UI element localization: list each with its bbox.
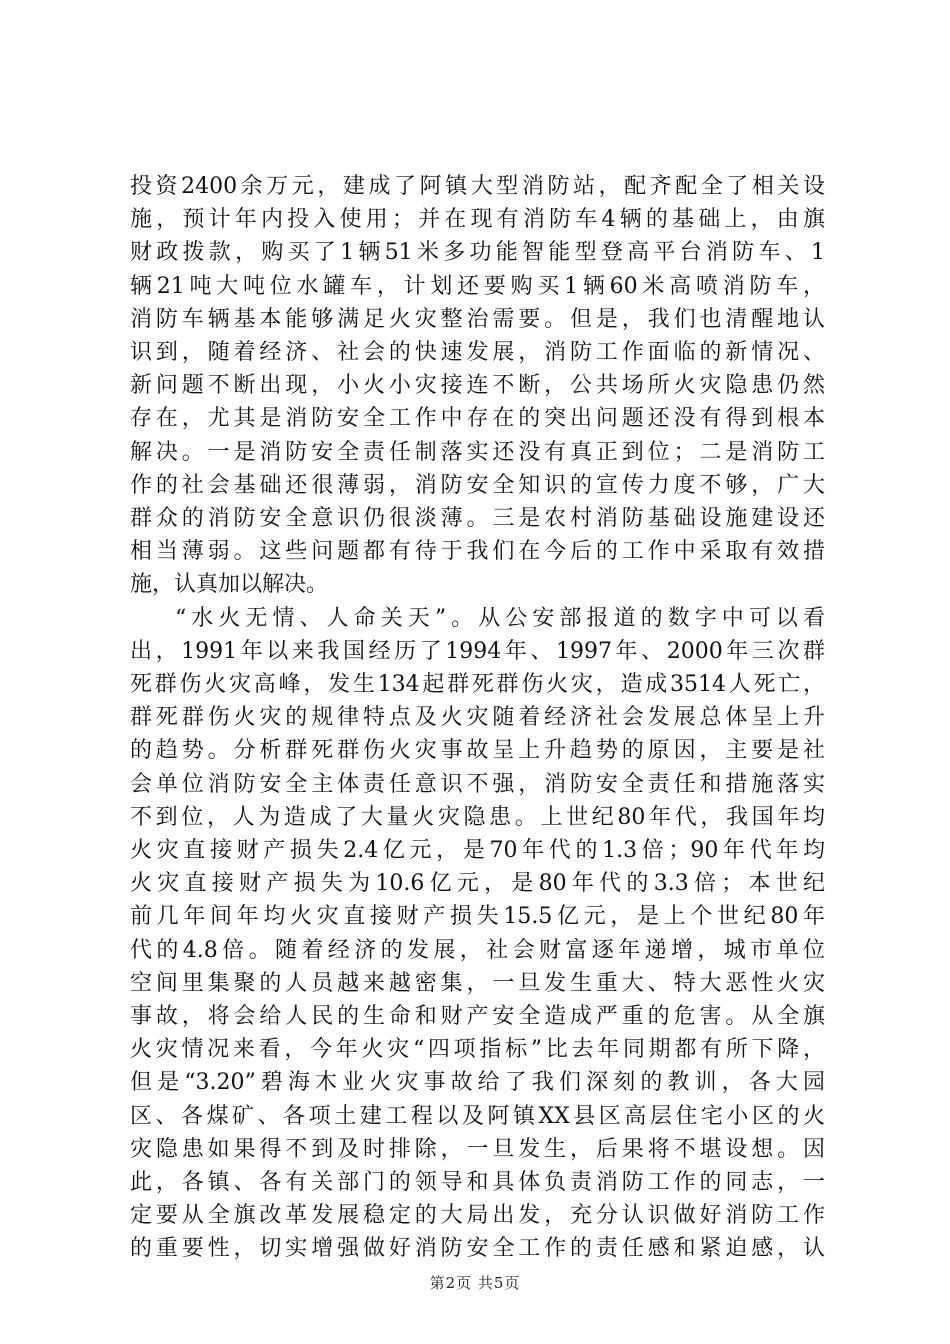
text-line: 识到，随着经济、社会的快速发展，消防工作面临的新情况、 xyxy=(130,340,825,365)
text-line: 代的4.8倍。随着经济的发展，社会财富逐年递增，城市单位 xyxy=(130,937,825,963)
text-line: 死群伤火灾高峰，发生134起群死群伤火灾，造成3514人死亡， xyxy=(130,672,825,697)
text-line: 火灾情况来看，今年火灾“四项指标”比去年同期都有所下降， xyxy=(130,1037,825,1063)
text-line: 投资2400余万元，建成了阿镇大型消防站，配齐配全了相关设 xyxy=(130,174,825,199)
text-line: 区、各煤矿、各项土建工程以及阿镇XX县区高层住宅小区的火 xyxy=(130,1103,825,1129)
text-line: 此，各镇、各有关部门的领导和具体负责消防工作的同志，一 xyxy=(130,1170,825,1195)
text-line: 的趋势。分析群死群伤火灾事故呈上升趋势的原因，主要是社 xyxy=(130,738,825,764)
text-line: 事故，将会给人民的生命和财产安全造成严重的危害。从全旗 xyxy=(130,1004,825,1029)
text-line: 火灾直接财产损失2.4亿元，是70年代的1.3倍；90年代年均 xyxy=(130,838,825,863)
text-line: 辆21吨大吨位水罐车，计划还要购买1辆60米高喷消防车， xyxy=(130,273,825,299)
text-line: “水火无情、人命关天”。从公安部报道的数字中可以看 xyxy=(175,605,825,631)
text-line: 群死群伤火灾的规律特点及火灾随着经济社会发展总体呈上升 xyxy=(130,705,825,731)
text-line: 群众的消防安全意识仍很淡薄。三是农村消防基础设施建设还 xyxy=(130,506,825,531)
text-line: 施，预计年内投入使用；并在现有消防车4辆的基础上，由旗 xyxy=(130,207,825,233)
text-line: 前几年间年均火灾直接财产损失15.5亿元，是上个世纪80年 xyxy=(130,904,825,930)
text-line: 会单位消防安全主体责任意识不强，消防安全责任和措施落实 xyxy=(130,771,825,797)
text-line: 新问题不断出现，小火小灾接连不断，公共场所火灾隐患仍然 xyxy=(130,373,825,399)
text-line: 灾隐患如果得不到及时排除，一旦发生，后果将不堪设想。因 xyxy=(130,1136,825,1162)
page-footer: 第2页 共5页 xyxy=(429,1274,521,1292)
text-line: 不到位，人为造成了大量火灾隐患。上世纪80年代，我国年均 xyxy=(130,804,825,830)
text-line: 作的社会基础还很薄弱，消防安全知识的宣传力度不够，广大 xyxy=(130,472,825,498)
text-line: 的重要性，切实增强做好消防安全工作的责任感和紧迫感，认 xyxy=(130,1236,825,1262)
text-line: 定要从全旗改革发展稳定的大局出发，充分认识做好消防工作 xyxy=(130,1203,825,1229)
text-line: 出，1991年以来我国经历了1994年、1997年、2000年三次群 xyxy=(130,638,825,664)
text-line: 消防车辆基本能够满足火灾整治需要。但是，我们也清醒地认 xyxy=(130,306,825,332)
text-line: 但是“3.20”碧海木业火灾事故给了我们深刻的教训，各大园 xyxy=(130,1070,825,1096)
text-line: 空间里集聚的人员越来越密集，一旦发生重大、特大恶性火灾 xyxy=(130,970,825,996)
text-line: 存在，尤其是消防安全工作中存在的突出问题还没有得到根本 xyxy=(130,406,825,432)
text-line: 财政拨款，购买了1辆51米多功能智能型登高平台消防车、1 xyxy=(130,240,825,266)
text-line: 施，认真加以解决。 xyxy=(130,572,329,598)
text-line: 解决。一是消防安全责任制落实还没有真正到位；二是消防工 xyxy=(130,439,825,465)
text-line: 相当薄弱。这些问题都有待于我们在今后的工作中采取有效措 xyxy=(130,539,825,565)
text-line: 火灾直接财产损失为10.6亿元，是80年代的3.3倍；本世纪 xyxy=(130,871,825,897)
